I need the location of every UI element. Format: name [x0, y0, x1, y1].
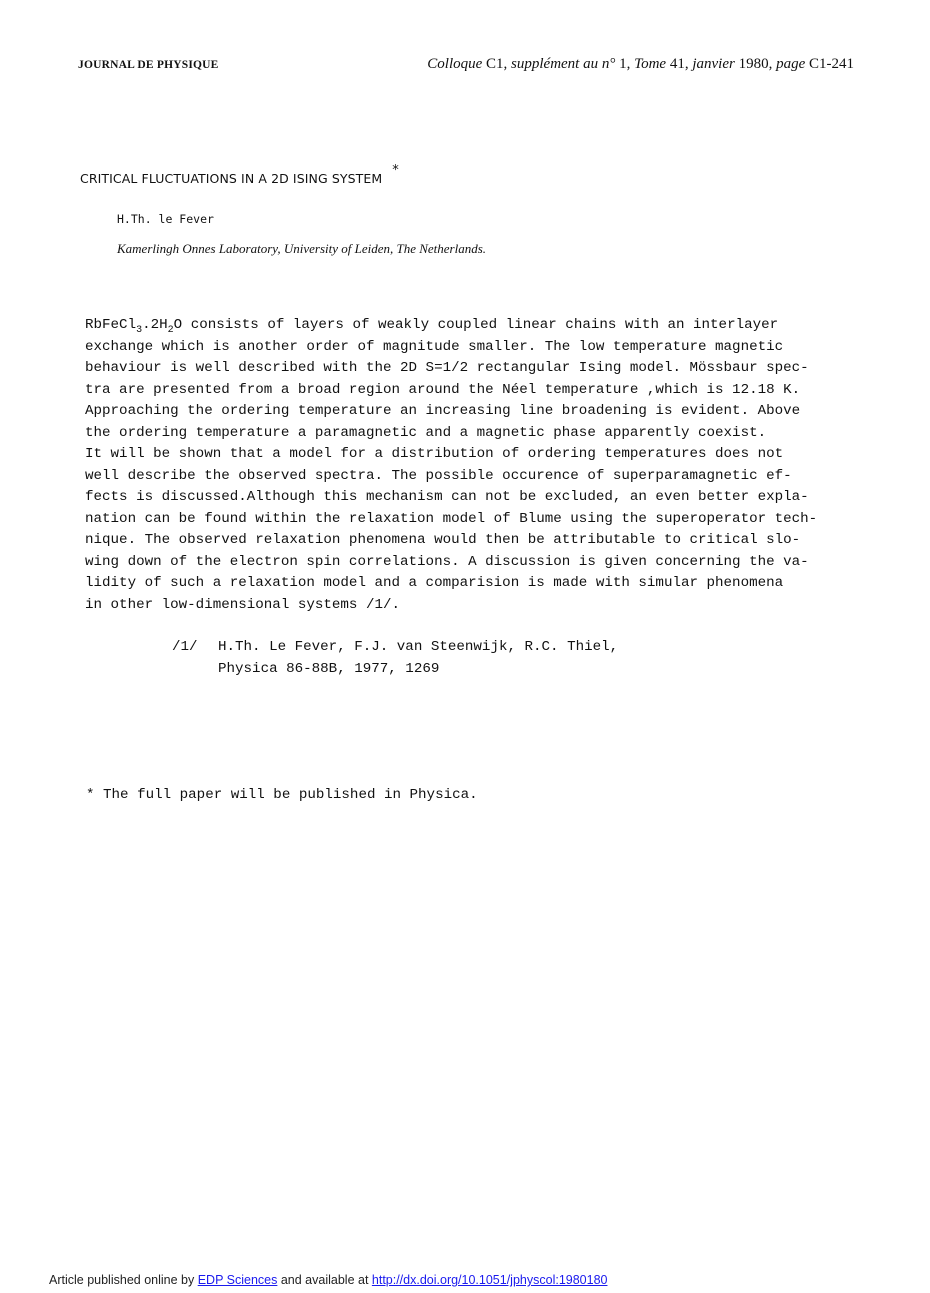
- abstract-line: in other low-dimensional systems /1/.: [85, 596, 401, 613]
- publisher-link[interactable]: EDP Sciences: [197, 1273, 278, 1287]
- doi-link[interactable]: http://dx.doi.org/10.1051/jphyscol:1980180: [371, 1273, 608, 1287]
- reference-number: /1/: [172, 639, 198, 655]
- reference-first-line: [172, 637, 618, 659]
- reference-authors: H.Th. Le Fever, F.J. van Steenwijk, R.C. Thiel,: [218, 639, 619, 655]
- abstract-line: well describe the observed spectra. The possible occurence of superparamagnetic ef-: [85, 467, 792, 484]
- journal-name: JOURNAL DE PHYSIQUE: [78, 59, 219, 71]
- abstract: [85, 315, 865, 616]
- paper-title: [80, 163, 399, 187]
- month-label: janvier: [692, 56, 735, 72]
- formula-part: RbFeCl: [85, 317, 137, 333]
- abstract-line: nique. The observed relaxation phenomena would then be attributable to critical slo-: [85, 532, 801, 548]
- abstract-line: nation can be found within the relaxation model of Blume using the superoperator tech-: [85, 510, 818, 527]
- abstract-line: wing down of the electron spin correlations. A discussion is given concerning the va-: [85, 553, 809, 570]
- abstract-line: exchange which is another order of magnitude smaller. The low temperature magnetic: [85, 338, 784, 355]
- title-footnote-mark: *: [392, 163, 399, 178]
- year: 1980,: [734, 56, 777, 72]
- abstract-text: O consists of layers of weakly coupled linear chains with an interlayer: [173, 317, 779, 333]
- formula-subscript: 2: [167, 325, 174, 336]
- reference-source: Physica 86-88B, 1977, 1269: [218, 660, 440, 677]
- formula-part: .2H: [142, 317, 168, 333]
- colloque-citation: [427, 56, 854, 73]
- author-affiliation: Kamerlingh Onnes Laboratory, University of Leiden, The Netherlands.: [117, 241, 487, 256]
- colloque-number: C1,: [482, 56, 512, 72]
- issue-number: 1,: [615, 56, 635, 72]
- publication-notice: [49, 1273, 607, 1287]
- abstract-line: tra are presented from a broad region around the Néel temperature ,which is 12.18 K.: [85, 381, 801, 398]
- tome-label: Tome: [634, 56, 667, 72]
- abstract-line: behaviour is well described with the 2D S=1/2 rectangular Ising model. Mössbaur spec-: [85, 360, 809, 376]
- abstract-line: lidity of such a relaxation model and a comparision is made with simular phenomena: [85, 575, 784, 591]
- abstract-line-first: [85, 315, 865, 337]
- notice-middle: and available at: [277, 1273, 372, 1287]
- abstract-line: Approaching the ordering temperature an increasing line broadening is evident. Above: [85, 403, 801, 419]
- formula-subscript: 3: [136, 325, 143, 336]
- tome-number: 41,: [666, 56, 693, 72]
- page-number: C1-241: [805, 56, 854, 72]
- page-label: page: [776, 56, 806, 72]
- supplement-label: supplément au n°: [511, 56, 616, 72]
- footnote: * The full paper will be published in Physica.: [86, 787, 478, 803]
- paper-title-text: CRITICAL FLUCTUATIONS IN A 2D ISING SYSTEM: [80, 171, 383, 186]
- author-name: H.Th. le Fever: [117, 212, 214, 226]
- abstract-line: fects is discussed.Although this mechanism can not be excluded, an even better expla-: [85, 489, 809, 505]
- abstract-line: the ordering temperature a paramagnetic and a magnetic phase apparently coexist.: [85, 424, 767, 441]
- notice-prefix: Article published online by: [49, 1273, 198, 1287]
- reference-entry: [172, 637, 618, 680]
- abstract-line: It will be shown that a model for a distribution of ordering temperatures does not: [85, 446, 784, 462]
- colloque-label: Colloque: [427, 56, 483, 72]
